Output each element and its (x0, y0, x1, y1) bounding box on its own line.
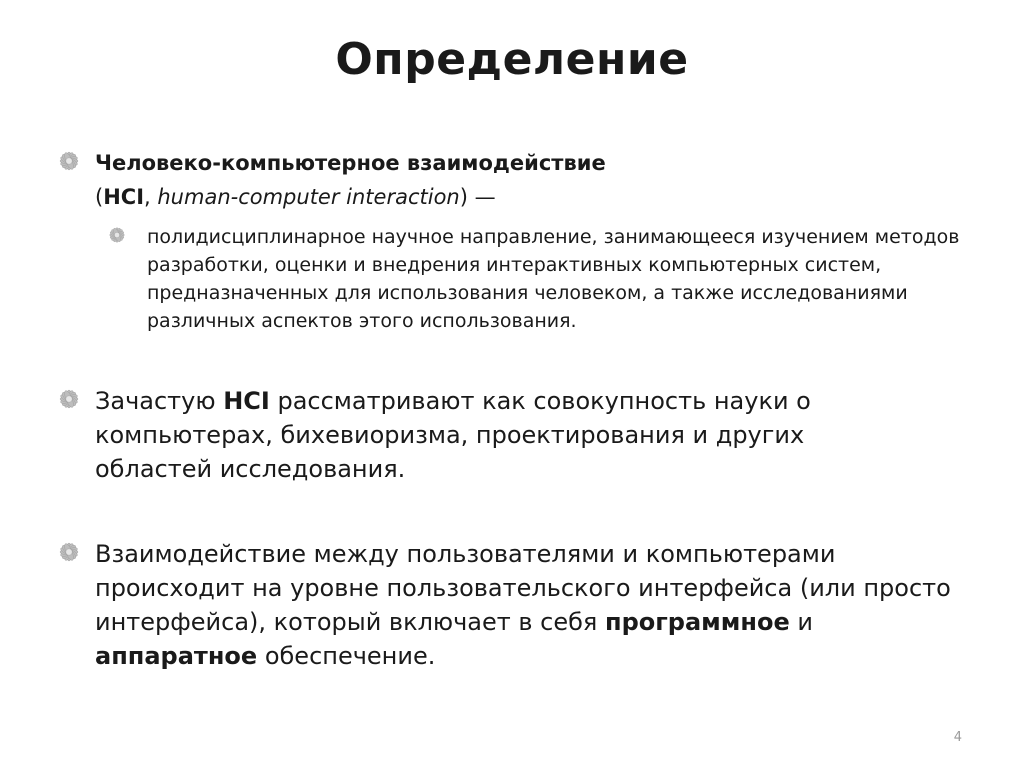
bullet-hci-scope (55, 384, 955, 486)
daisy-flower-icon (55, 541, 83, 563)
interface-text-part2: и (789, 608, 813, 636)
bullet-interface-text (95, 537, 955, 673)
daisy-flower-icon (55, 388, 83, 410)
bullet-hci-text (95, 146, 955, 214)
hci-term-abbrev-line (95, 180, 955, 214)
sub-bullet-text: полидисциплинарное научное направление, занимающееся изучением методов разработки, оценки и внедрения интерактивных компьютерных систем, предназначенных для использования человеком, а также исследованиями различных аспектов этого использования. (147, 226, 960, 332)
scope-text-part1: Зачастую (95, 387, 224, 415)
bullet-hci-definition (55, 146, 955, 214)
hci-abbrev-bold: HCI (223, 387, 270, 415)
bullet-hci-scope-text (95, 384, 915, 486)
hci-term-title: Человеко-компьютерное взаимодействие (95, 151, 606, 175)
page-number: 4 (953, 730, 962, 745)
software-term: программное (604, 608, 790, 636)
open-paren: ( (95, 185, 104, 209)
hci-abbrev: HCI (103, 185, 145, 209)
hci-english-term: human-computer interaction (157, 185, 460, 209)
comma: , (144, 185, 158, 209)
interface-text-part3: обеспечение. (257, 642, 436, 670)
close-paren-dash: ) — (459, 185, 496, 209)
bullet-interface (55, 537, 955, 673)
daisy-flower-icon (105, 226, 129, 244)
daisy-flower-icon (55, 150, 83, 172)
interface-text-part1: Взаимодействие между пользователями и компьютерами происходит на уровне пользовательского интерфейса (или просто интерфейса), который включает в себя (95, 540, 951, 636)
slide-title: Определение (335, 34, 689, 85)
hardware-term: аппаратное (95, 642, 258, 670)
scope-text-part2: рассматривают как совокупность науки о компьютерах, бихевиоризма, проектирования и других областей исследования. (95, 387, 811, 483)
sub-bullet-hci-description (105, 223, 985, 335)
